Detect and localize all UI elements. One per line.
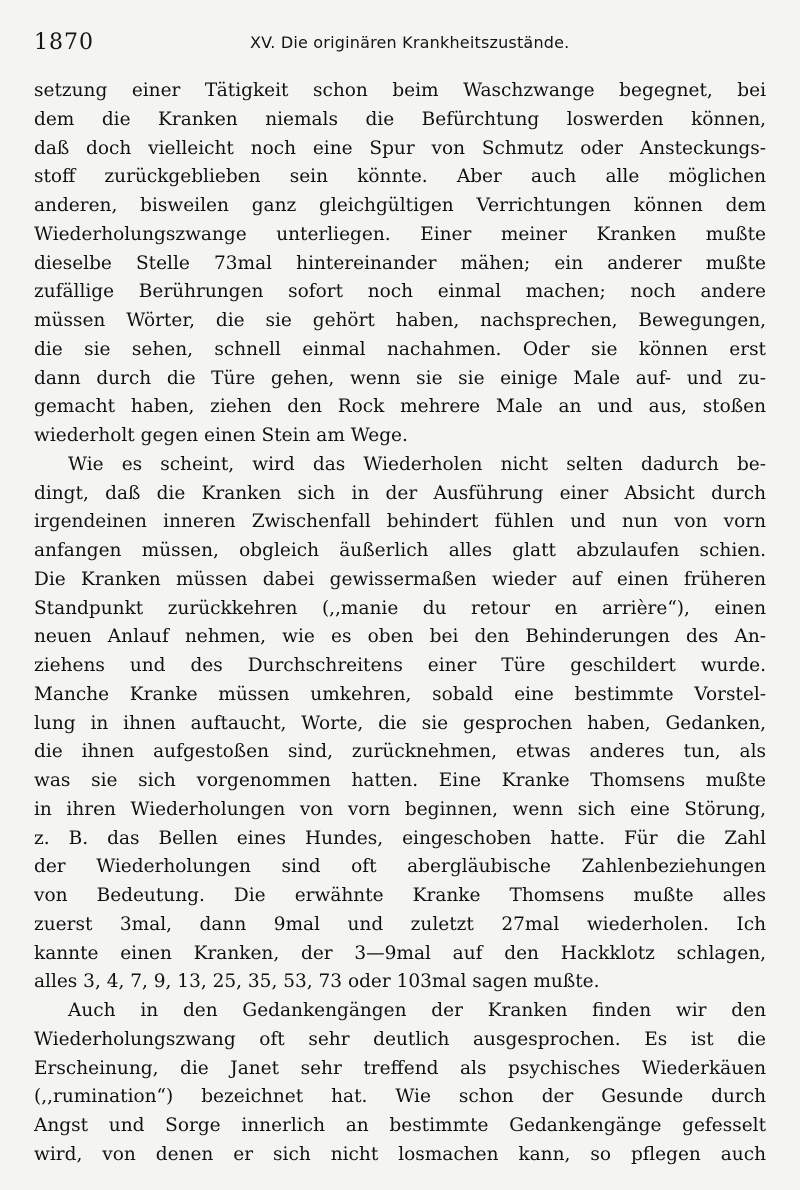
text-line: der Wiederholungen sind oft abergläubische Zahlenbeziehungen xyxy=(34,856,766,878)
text-line: kannte einen Kranken, der 3—9mal auf den Hackklotz schlagen, xyxy=(34,942,766,964)
paragraph-end-line: wiederholt gegen einen Stein am Wege. xyxy=(34,425,408,446)
text-line: müssen Wörter, die sie gehört haben, nachsprechen, Bewegungen, xyxy=(34,310,766,331)
text-line: Wiederholungszwang oft sehr deutlich ausgesprochen. Es ist die xyxy=(34,1028,766,1050)
text-line: Wiederholungszwange unterliegen. Einer meiner Kranken mußte xyxy=(34,223,766,245)
paragraph-start-line: Wie es scheint, wird das Wiederholen nicht selten dadurch be- xyxy=(68,453,766,475)
text-line: z. B. das Bellen eines Hundes, eingeschoben hatte. Für die Zahl xyxy=(34,827,766,849)
page-number: 1870 xyxy=(34,30,94,55)
text-line: von Bedeutung. Die erwähnte Kranke Thomsens mußte alles xyxy=(34,885,766,906)
text-line: Standpunkt zurückkehren (,,manie du retour en arrière“), einen xyxy=(34,597,766,619)
text-line: ziehens und des Durchschreitens einer Türe geschildert wurde. xyxy=(34,655,766,676)
text-line: die sie sehen, schnell einmal nachahmen. Oder sie können erst xyxy=(34,338,766,360)
text-line: gemacht haben, ziehen den Rock mehrere Male an und aus, stoßen xyxy=(34,396,766,418)
text-line: stoff zurückgeblieben sein könnte. Aber auch alle möglichen xyxy=(34,166,766,188)
text-line: (,,rumination“) bezeichnet hat. Wie schon der Gesunde durch xyxy=(34,1086,766,1108)
text-line: zufällige Berührungen sofort noch einmal machen; noch andere xyxy=(34,281,766,303)
text-line: daß doch vielleicht noch eine Spur von Schmutz oder Ansteckungs- xyxy=(34,137,766,159)
text-line: dann durch die Türe gehen, wenn sie sie einige Male auf- und zu- xyxy=(34,367,766,389)
running-head: XV. Die originären Krankheitszustände. xyxy=(250,33,570,52)
text-line: dieselbe Stelle 73mal hintereinander mähen; ein anderer mußte xyxy=(34,252,766,274)
text-line: anderen, bisweilen ganz gleichgültigen Verrichtungen können dem xyxy=(34,195,766,216)
text-line: Erscheinung, die Janet sehr treffend als psychisches Wiederkäuen xyxy=(34,1057,766,1079)
text-line: dem die Kranken niemals die Befürchtung loswerden können, xyxy=(34,108,766,130)
text-line: neuen Anlauf nehmen, wie es oben bei den Behinderungen des An- xyxy=(34,626,766,648)
text-line: in ihren Wiederholungen von vorn beginnen, wenn sich eine Störung, xyxy=(34,798,766,820)
paragraph-start-line: Auch in den Gedankengängen der Kranken finden wir den xyxy=(68,1000,766,1021)
page-header xyxy=(34,30,766,60)
paragraph-end-line: alles 3, 4, 7, 9, 13, 25, 35, 53, 73 oder 103mal sagen mußte. xyxy=(34,971,600,993)
text-line: dingt, daß die Kranken sich in der Ausführung einer Absicht durch xyxy=(34,482,766,504)
body-text xyxy=(34,77,766,1170)
text-line: Angst und Sorge innerlich an bestimmte Gedankengänge gefesselt xyxy=(34,1115,766,1136)
text-line: die ihnen aufgestoßen sind, zurücknehmen, etwas anderes tun, als xyxy=(34,741,766,763)
text-line: wird, von denen er sich nicht losmachen kann, so pflegen auch xyxy=(34,1143,766,1165)
text-line: anfangen müssen, obgleich äußerlich alles glatt abzulaufen schien. xyxy=(34,540,766,561)
text-line: was sie sich vorgenommen hatten. Eine Kranke Thomsens mußte xyxy=(34,770,766,791)
text-line: setzung einer Tätigkeit schon beim Waschzwange begegnet, bei xyxy=(34,80,766,101)
text-line: zuerst 3mal, dann 9mal und zuletzt 27mal wiederholen. Ich xyxy=(34,913,766,935)
text-line: lung in ihnen auftaucht, Worte, die sie gesprochen haben, Gedanken, xyxy=(34,712,766,734)
text-line: Manche Kranke müssen umkehren, sobald eine bestimmte Vorstel- xyxy=(34,683,766,705)
text-line: irgendeinen inneren Zwischenfall behindert fühlen und nun von vorn xyxy=(34,511,766,533)
text-line: Die Kranken müssen dabei gewissermaßen wieder auf einen früheren xyxy=(34,568,766,590)
